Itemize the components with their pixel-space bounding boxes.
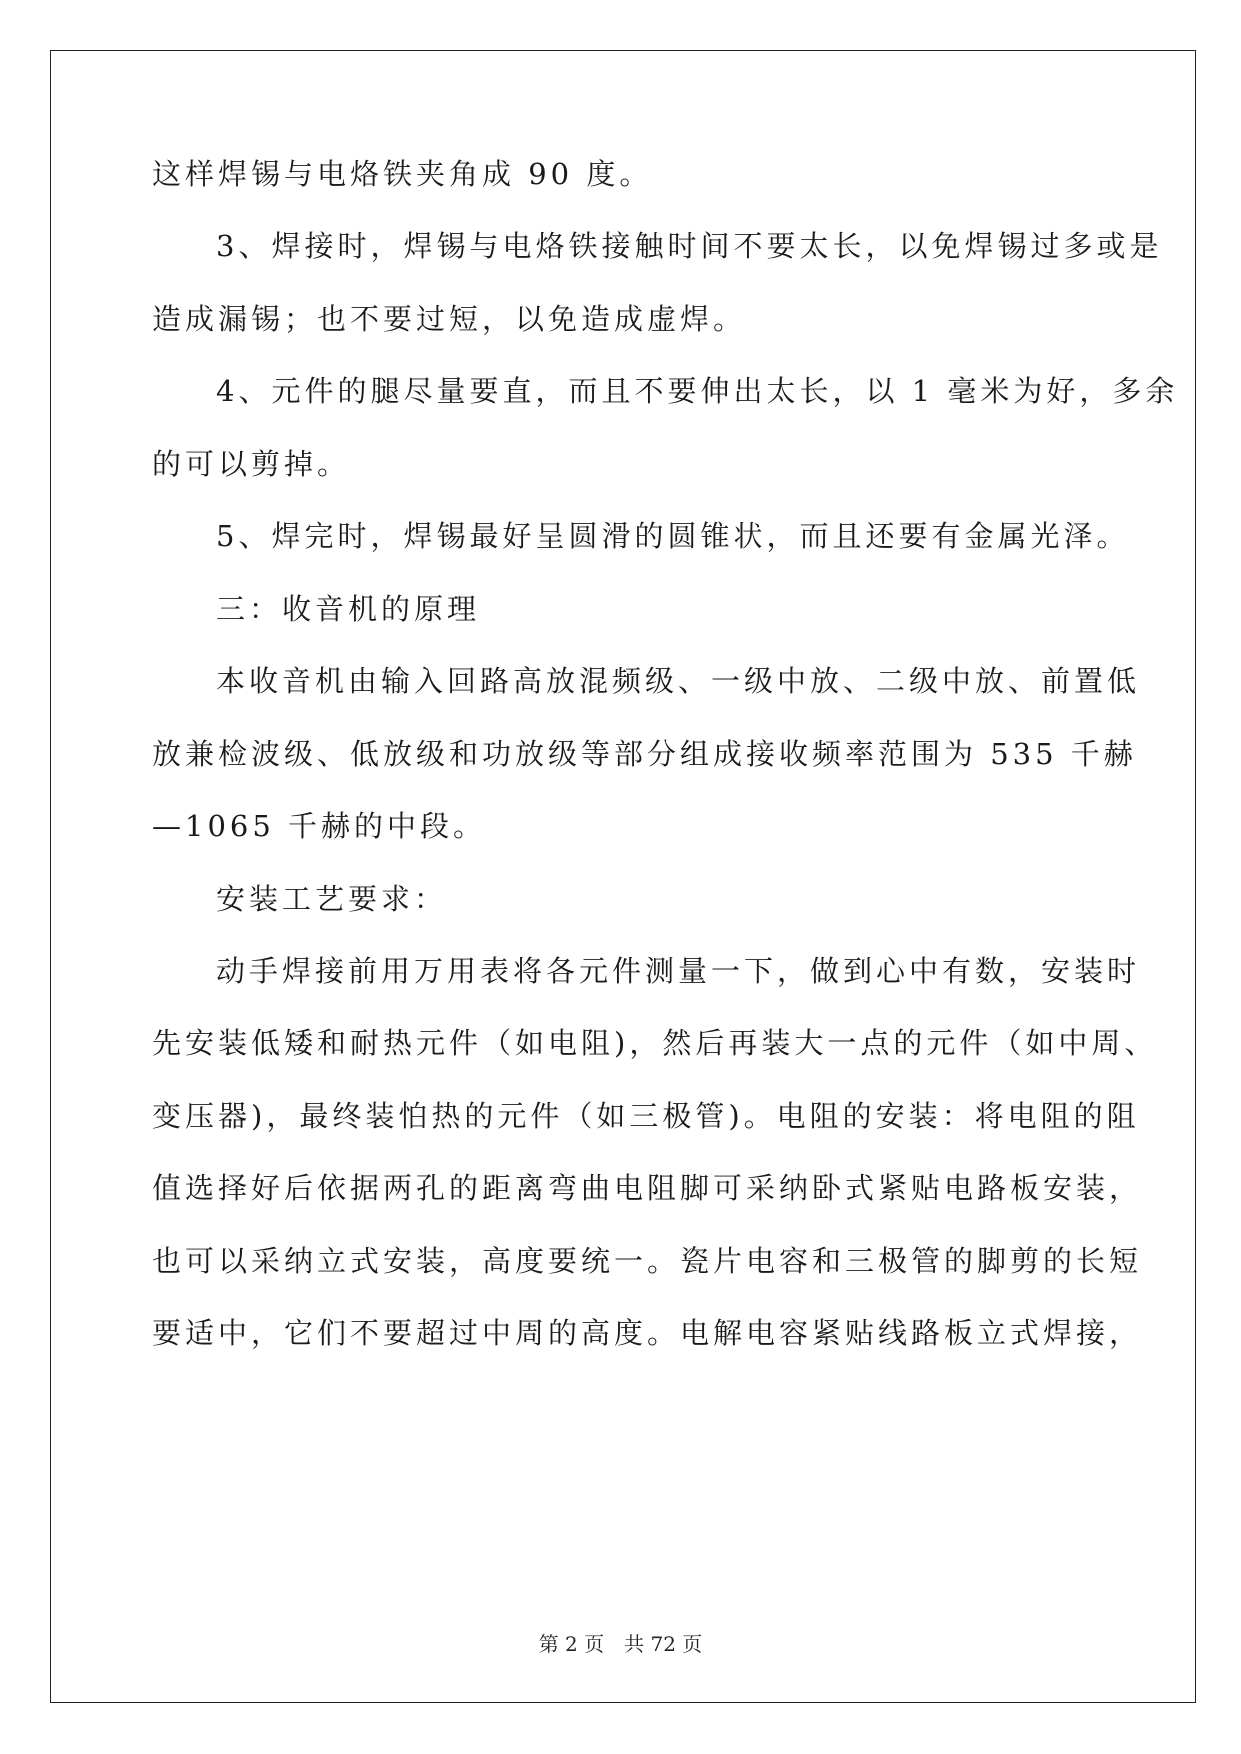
text-line: 4、元件的腿尽量要直，而且不要伸出太长，以 1 毫米为好，多余 xyxy=(216,374,1179,408)
section-heading: 安装工艺要求： xyxy=(216,882,448,916)
text-line: 5、焊完时，焊锡最好呈圆滑的圆锥状，而且还要有金属光泽。 xyxy=(216,519,1130,553)
page-number-footer: 第 2 页 共 72 页 xyxy=(538,1632,703,1656)
text-line: 也可以采纳立式安装，高度要统一。瓷片电容和三极管的脚剪的长短 xyxy=(152,1244,1143,1278)
text-line: 本收音机由输入回路高放混频级、一级中放、二级中放、前置低 xyxy=(216,664,1141,698)
text-line: 造成漏锡；也不要过短，以免造成虚焊。 xyxy=(152,302,747,336)
section-heading: 三：收音机的原理 xyxy=(216,592,481,626)
text-line: 要适中，它们不要超过中周的高度。电解电容紧贴线路板立式焊接， xyxy=(152,1316,1143,1350)
text-line: 的可以剪掉。 xyxy=(152,447,351,481)
text-line: 动手焊接前用万用表将各元件测量一下，做到心中有数，安装时 xyxy=(216,954,1141,988)
text-line: 先安装低矮和耐热元件（如电阻)，然后再装大一点的元件（如中周、 xyxy=(152,1026,1158,1060)
text-line: 3、焊接时，焊锡与电烙铁接触时间不要太长，以免焊锡过多或是 xyxy=(216,229,1163,263)
text-line: —1065 千赫的中段。 xyxy=(152,809,487,843)
text-line: 变压器)，最终装怕热的元件（如三极管)。电阻的安装：将电阻的阻 xyxy=(152,1099,1140,1133)
text-line: 这样焊锡与电烙铁夹角成 90 度。 xyxy=(152,157,653,191)
text-line: 放兼检波级、低放级和功放级等部分组成接收频率范围为 535 千赫 xyxy=(152,737,1137,771)
page-frame xyxy=(50,50,1196,1703)
text-line: 值选择好后依据两孔的距离弯曲电阻脚可采纳卧式紧贴电路板安装， xyxy=(152,1171,1143,1205)
